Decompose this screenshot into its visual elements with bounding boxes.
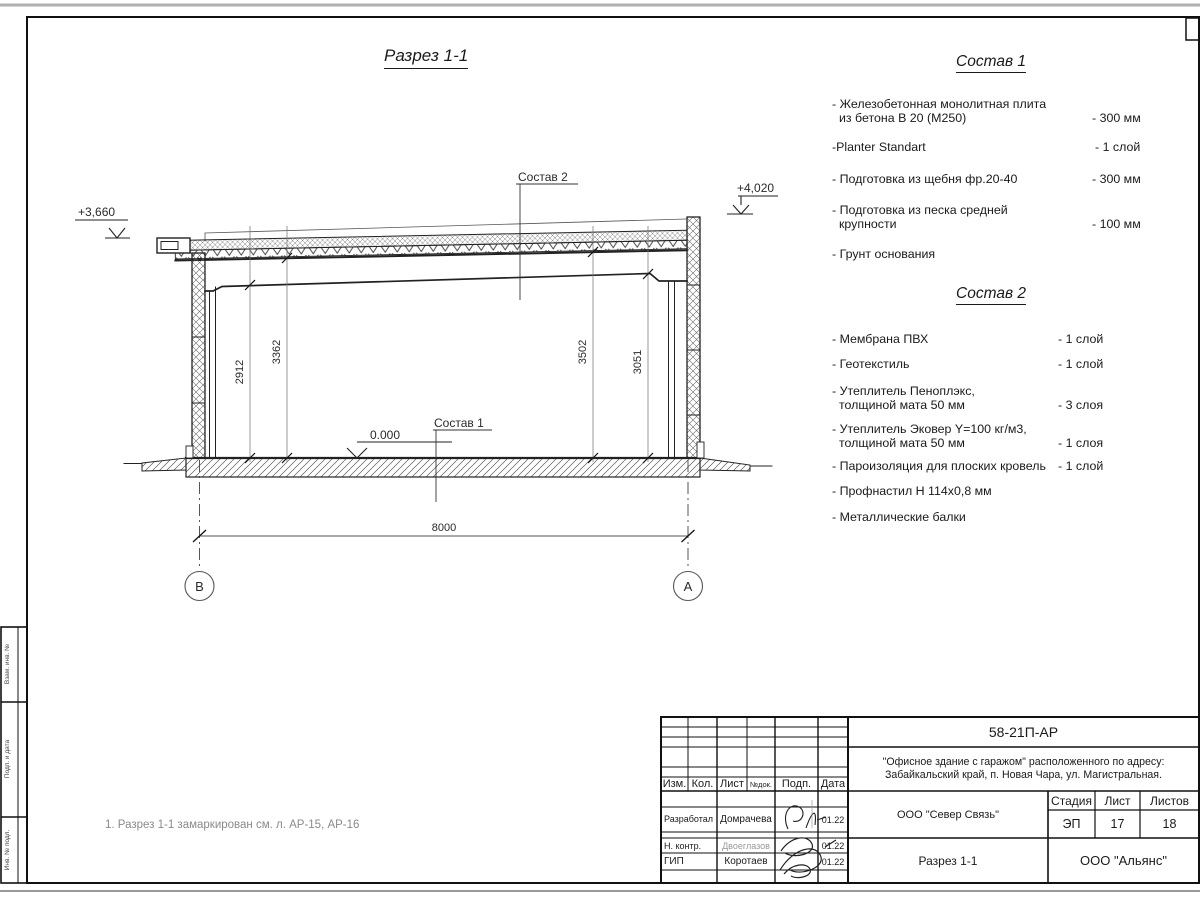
right-wall <box>687 217 700 458</box>
sostav2-heading <box>906 285 1076 303</box>
list-item: - Профнастил Н 114х0,8 мм <box>832 484 992 498</box>
item-value: - 3 слоя <box>1058 398 1104 412</box>
row-date: 01.22 <box>821 814 845 825</box>
row-date: 01.22 <box>821 856 845 867</box>
list-item: - Металлические балки <box>832 510 966 524</box>
row-date: 01.22 <box>821 840 845 851</box>
list-item <box>832 384 975 413</box>
axis-label-left: В <box>195 579 204 594</box>
row-name: Домрачева <box>720 814 772 825</box>
item-line: крупности <box>839 217 897 232</box>
axis-label-right: А <box>683 579 693 594</box>
level-mark-right <box>727 196 778 214</box>
frame-corner-box <box>1186 18 1199 40</box>
stage-label: Стадия <box>1051 793 1092 808</box>
sheet-label: Лист <box>1104 793 1131 808</box>
list-item: - Мембрана ПВХ <box>832 332 929 346</box>
dim-3362-text: 3362 <box>271 339 283 365</box>
dim-3502-text: 3502 <box>577 339 589 365</box>
level-zero-text: 0.000 <box>370 428 401 442</box>
item-value: - 1 слоя <box>1058 436 1104 450</box>
item-value: - 1 слой <box>1058 459 1104 473</box>
sostav1-heading <box>906 53 1076 71</box>
roof-assembly <box>175 230 687 260</box>
row-role: Разработал <box>664 814 713 824</box>
dim-8000 <box>193 522 695 542</box>
sheets-label: Листов <box>1150 793 1189 808</box>
item-line: из бетона В 20 (М250) <box>839 111 967 126</box>
row-role: ГИП <box>664 856 684 867</box>
col-list: Лист <box>720 778 744 790</box>
list-item <box>832 97 1046 126</box>
sostav1-heading-text: Состав 1 <box>956 53 1026 73</box>
item-value: - 1 слой <box>1058 332 1104 346</box>
sheet-number: 17 <box>1110 817 1125 831</box>
company-name: ООО "Альянс" <box>1080 853 1167 868</box>
label-sostav1: Состав 1 <box>434 416 484 430</box>
item-line: - Утеплитель Эковер Y=100 кг/м3, <box>832 422 1027 436</box>
list-item: - Пароизоляция для плоских кровель <box>832 459 1046 473</box>
level-left-text: +3,660 <box>78 205 116 219</box>
item-value: - 300 мм <box>1092 172 1141 186</box>
project-name <box>850 749 1197 789</box>
col-izm: Изм. <box>662 778 687 790</box>
row-name: Коротаев <box>724 856 768 867</box>
list-item: - Грунт основания <box>832 247 936 261</box>
level-mark-left <box>75 220 130 238</box>
sheet-note: 1. Разрез 1-1 замаркирован см. л. АР-15, АР-16 <box>105 819 360 831</box>
stage-value: ЭП <box>1062 817 1081 831</box>
sheet-name: Разрез 1-1 <box>918 853 978 868</box>
col-ndok: №док. <box>750 779 772 789</box>
item-value: - 1 слой <box>1095 140 1141 154</box>
side-stamp-cell: Взам. инв. № <box>4 643 11 685</box>
org-name: ООО "Север Связь" <box>896 808 999 821</box>
project-line2: Забайкальский край, п. Новая Чара, ул. Магистральная. <box>885 769 1162 781</box>
list-item: - Геотекстиль <box>832 357 910 371</box>
row-name: Двоеглазов <box>722 840 770 851</box>
sheets-total: 18 <box>1162 817 1177 831</box>
side-stamp-cell: Подп. и дата <box>4 739 11 779</box>
list-item: - Подготовка из щебня фр.20-40 <box>832 172 1018 186</box>
item-line: толщиной мата 50 мм <box>839 436 965 451</box>
list-item: -Planter Standart <box>832 140 926 154</box>
side-stamp-cell: Инв. № подл. <box>4 829 11 871</box>
item-line: - Железобетонная монолитная плита <box>832 97 1047 111</box>
level-right-text: +4,020 <box>737 181 775 195</box>
eave-detail <box>157 238 190 253</box>
label-sostav2: Состав 2 <box>518 170 568 184</box>
project-line1: "Офисное здание с гаражом" расположенного по адресу: <box>882 755 1165 768</box>
columns <box>210 281 675 458</box>
col-kol: Кол. <box>691 778 714 790</box>
col-data: Дата <box>820 778 846 790</box>
dim-3051-text: 3051 <box>632 349 644 375</box>
col-podp: Подп. <box>781 778 812 790</box>
item-line: - Подготовка из песка средней <box>832 203 1008 217</box>
item-line: толщиной мата 50 мм <box>839 398 965 413</box>
left-wall <box>192 253 205 458</box>
ceiling-beam-line <box>205 274 687 292</box>
list-item <box>832 203 1008 232</box>
list-item <box>832 422 1027 451</box>
item-value: - 300 мм <box>1092 111 1141 125</box>
doc-number: 58-21П-АР <box>988 724 1059 740</box>
sostav2-heading-text: Состав 2 <box>956 285 1026 305</box>
row-role: Н. контр. <box>664 841 702 851</box>
item-line: - Утеплитель Пеноплэкс, <box>832 384 975 398</box>
dim-2912-text: 2912 <box>234 359 246 385</box>
building-section <box>124 217 772 477</box>
dim-span-text: 8000 <box>431 522 457 534</box>
item-value: - 100 мм <box>1092 217 1141 231</box>
item-value: - 1 слой <box>1058 357 1104 371</box>
section-title: Разрез 1-1 <box>384 46 468 69</box>
